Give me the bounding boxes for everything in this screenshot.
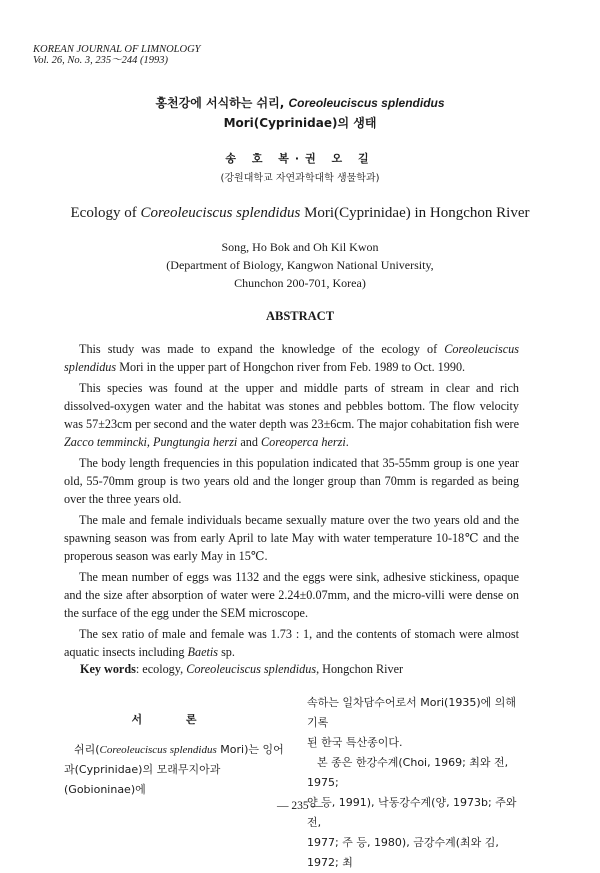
- abstract-paragraph-3: The body length frequencies in this population indicated that 35-55mm group is one year old, 55-70mm group is two years old and the longer group than 70mm is regarded as being over the three years old.: [64, 456, 519, 506]
- intro-left-line1: 쉬리(Coreoleuciscus splendidus Mori)는 잉어: [74, 743, 284, 756]
- intro-right-line2: 된 한국 특산종이다.: [307, 736, 403, 749]
- affiliation-english-line2: Chunchon 200-701, Korea): [234, 276, 366, 290]
- introduction-right-column: [307, 693, 519, 873]
- intro-left-line2: 과(Cyprinidae)의 모래무지아과(Gobioninae)에: [64, 763, 221, 796]
- korean-title-line1: 홍천강에 서식하는 쉬리, Coreoleuciscus splendidus: [155, 96, 445, 110]
- abstract-body: [64, 340, 519, 664]
- korean-title-line2: Mori(Cyprinidae)의 생태: [223, 116, 377, 130]
- keywords-label: Key words: [80, 662, 136, 676]
- keywords: Key words: ecology, Coreoleuciscus splendidus, Hongchon River: [80, 662, 404, 676]
- introduction-heading: 서 론: [131, 713, 217, 726]
- abstract-paragraph-6: The sex ratio of male and female was 1.73 : 1, and the contents of stomach were almost aquatic insects including Baetis sp.: [64, 627, 519, 659]
- affiliation-korean: (강원대학교 자연과학대학 생물학과): [220, 173, 380, 184]
- introduction-left-column: [64, 740, 284, 800]
- intro-right-line3: 본 종은 한강수계(Choi, 1969; 최와 전, 1975;: [307, 756, 509, 789]
- abstract-paragraph-1: This study was made to expand the knowledge of the ecology of Coreoleuciscus splendidus Mori in the upper part of Hongchon river from Feb. 1989 to Oct. 1990.: [64, 342, 519, 374]
- intro-right-line1: 속하는 일차담수어로서 Mori(1935)에 의해 기록: [307, 696, 517, 729]
- journal-volume: Vol. 26, No. 3, 235～244 (1993): [33, 55, 169, 66]
- intro-right-line4: 양 등, 1991), 낙동강수계(양, 1973b; 주와 전,: [307, 796, 517, 829]
- abstract-paragraph-4: The male and female individuals became sexually mature over the two years old and the spawning season was from early April to late May with water temperature 10-18℃ and the properous season was early May in 15℃.: [64, 513, 519, 563]
- english-title-species: Coreoleuciscus splendidus: [140, 205, 301, 221]
- abstract-paragraph-5: The mean number of eggs was 1132 and the eggs were sink, adhesive stickiness, opaque and the size after absorption of water were 2.24±0.07mm, and the micro-villi were dense on the surface of the egg under the SEM microscope.: [64, 570, 519, 620]
- english-title: Ecology of Coreoleuciscus splendidus Mori(Cyprinidae) in Hongchon River: [70, 205, 530, 221]
- affiliation-english-line1: (Department of Biology, Kangwon National University,: [166, 258, 434, 272]
- journal-name: KOREAN JOURNAL OF LIMNOLOGY: [33, 44, 201, 55]
- journal-header: [33, 44, 201, 66]
- intro-right-line5: 1977; 주 등, 1980), 금강수계(최와 김, 1972; 최: [307, 836, 499, 869]
- page-number: — 235 —: [277, 800, 323, 812]
- abstract-heading: ABSTRACT: [265, 309, 335, 323]
- korean-title-species: Coreoleuciscus splendidus: [288, 96, 445, 110]
- abstract-paragraph-2: This species was found at the upper and middle parts of stream in clear and rich dissolved-oxygen water and the habitat was stones and pebbles bottom. The flow velocity was 57±23cm per second and the water depth was 23±6cm. The major cohabitation fish were Zacco temmincki, Pungtungia herzi and Coreoperca herzi.: [64, 381, 519, 449]
- authors-korean: 송 호 복·권 오 길: [225, 152, 375, 165]
- authors-english: Song, Ho Bok and Oh Kil Kwon: [221, 240, 379, 254]
